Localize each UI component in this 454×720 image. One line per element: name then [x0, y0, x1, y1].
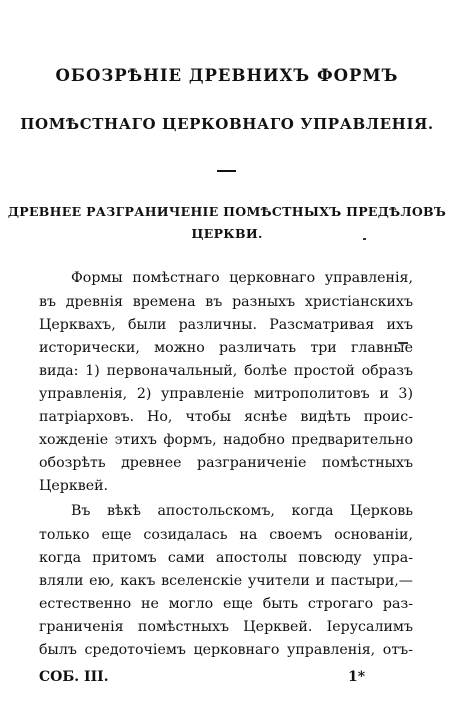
text-line: вида: 1) первоначальный, болѣе простой образъ [39, 363, 413, 379]
text-line: управленія, 2) управленіе митрополитовъ и 3) [39, 386, 413, 402]
text-line: естественно не могло еще быть строгаго раз- [39, 596, 413, 612]
text-line: вляли ею, какъ вселенскіе учители и пастыри,— [39, 573, 413, 589]
section-heading-line-2: ЦЕРКВИ. [191, 226, 263, 241]
text-line: патріарховъ. Но, чтобы яснѣе видѣть проис- [39, 409, 413, 425]
signature-mark: 1* [348, 669, 366, 685]
text-line: исторически, можно различать три главные [39, 340, 413, 356]
page-subtitle: ПОМѢСТНАГО ЦЕРКОВНАГО УПРАВЛЕНІЯ. [20, 115, 434, 133]
text-line: граниченія помѣстныхъ Церквей. Іерусалимъ [39, 619, 413, 635]
text-line: былъ средоточіемъ церковнаго управленія, отъ- [39, 642, 413, 658]
text-line: въ древнія времена въ разныхъ христіанскихъ [39, 294, 413, 310]
text-line: Церквей. [39, 478, 109, 494]
text-line: Въ вѣкѣ апостольскомъ, когда Церковь [71, 503, 413, 519]
text-line: хожденіе этихъ формъ, надобно предварительно [39, 432, 413, 448]
text-line: когда притомъ сами апостолы повсюду упра- [39, 550, 413, 566]
text-line: обозрѣть древнее разграниченіе помѣстныхъ [39, 455, 413, 471]
section-heading-line-1: ДРЕВНЕЕ РАЗГРАНИЧЕНІЕ ПОМѢСТНЫХЪ ПРЕДѢЛОВЪ [7, 204, 447, 219]
text-line: только еще созидалась на своемъ основаніи, [39, 527, 413, 543]
print-speck [363, 238, 366, 240]
title-separator [217, 170, 236, 172]
printer-signature: СОБ. III. [39, 669, 109, 685]
text-line: Церквахъ, были различны. Разсматривая ихъ [39, 317, 413, 333]
text-line: Формы помѣстнаго церковнаго управленія, [71, 270, 413, 286]
page-title: ОБОЗРѢНІЕ ДРЕВНИХЪ ФОРМЪ [55, 66, 399, 85]
